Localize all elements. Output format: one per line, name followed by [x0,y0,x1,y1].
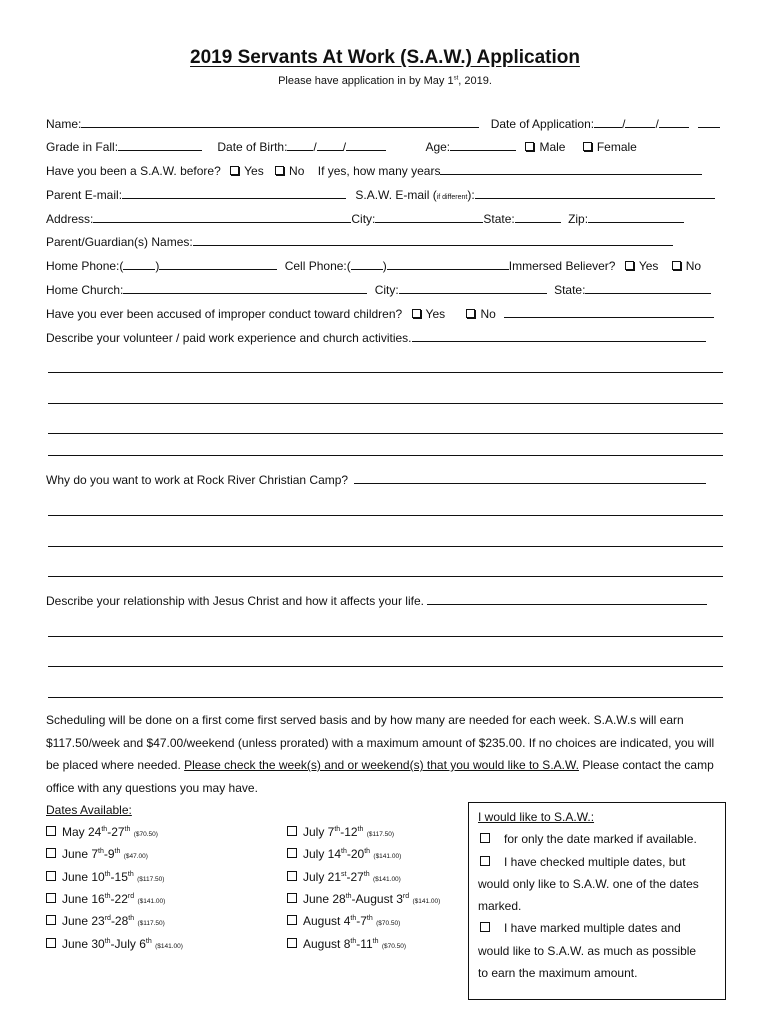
left-date-checkbox[interactable] [46,848,56,858]
application-year-field[interactable] [659,116,689,128]
right-date-3: July 21st-27th ($141.00) [287,870,401,884]
why-field[interactable] [354,472,706,484]
saw-before-no-checkbox[interactable] [275,166,284,175]
date-price: ($70.50) [376,920,401,928]
female-checkbox[interactable] [583,142,592,151]
preference-option-1: for only the date marked if available. [469,828,725,850]
right-date-checkbox[interactable] [287,893,297,903]
date-price: ($70.50) [381,942,407,950]
address-field[interactable] [93,211,351,223]
work-line-1[interactable] [48,372,723,373]
application-day-field[interactable] [625,116,655,128]
left-date-checkbox[interactable] [46,871,56,881]
relationship-field[interactable] [427,593,707,605]
years-field[interactable] [440,163,702,175]
left-date-6: June 30th-July 6th ($141.00) [46,937,183,951]
describe-work-row: Describe your volunteer / paid work experience and church activities. [46,330,706,345]
why-line-1[interactable] [48,515,723,516]
date-price: ($117.50) [366,831,395,838]
right-date-1: July 7th-12th ($117.50) [287,825,394,839]
immersed-yes-checkbox[interactable] [625,261,634,270]
state-field[interactable] [515,211,561,223]
date-price: ($117.50) [137,875,165,883]
date-price: ($117.50) [137,920,165,928]
option-1-checkbox[interactable] [480,833,490,843]
right-date-checkbox[interactable] [287,848,297,858]
grade-row: Grade in Fall: Date of Birth: / / Age: Male Female [46,140,637,154]
preference-option-3: I have marked multiple dates and [469,917,725,939]
address-row: Address: City: State: Zip: [46,211,684,226]
name-row: Name: Date of Application: / / [46,116,720,131]
work-experience-field[interactable] [412,330,706,342]
dates-heading: Dates Available: [46,803,132,817]
date-price: ($141.00) [373,875,401,883]
male-checkbox[interactable] [525,142,534,151]
work-line-2[interactable] [48,403,723,404]
name-field[interactable] [81,116,479,128]
right-date-checkbox[interactable] [287,871,297,881]
left-date-5: June 23rd-28th ($117.50) [46,914,165,928]
date-price: ($141.00) [373,853,402,861]
relationship-row: Describe your relationship with Jesus Christ and how it affects your life. [46,593,707,608]
right-date-checkbox[interactable] [287,938,297,948]
application-month-field[interactable] [594,116,622,128]
home-phone-field[interactable] [159,258,277,270]
why-line-2[interactable] [48,546,723,547]
accused-row: Have you ever been accused of improper conduct toward children? Yes No [46,306,714,321]
left-date-1: May 24th-27th ($70.50) [46,825,158,839]
right-date-checkbox[interactable] [287,915,297,925]
accused-yes-checkbox[interactable] [412,309,421,318]
work-line-4[interactable] [48,455,723,456]
zip-field[interactable] [588,211,684,223]
right-date-2: July 14th-20th ($141.00) [287,847,401,861]
city-field[interactable] [375,211,483,223]
left-date-4: June 16th-22rd ($141.00) [46,892,165,906]
right-date-checkbox[interactable] [287,826,297,836]
dob-day-field[interactable] [317,139,343,151]
church-row: Home Church: City: State: [46,282,711,297]
dob-month-field[interactable] [287,139,313,151]
date-price: ($141.00) [155,942,183,950]
right-date-6: August 8th-11th ($70.50) [287,937,406,951]
cell-phone-field[interactable] [387,258,509,270]
date-price: ($70.50) [133,831,158,838]
left-date-checkbox[interactable] [46,893,56,903]
email-row: Parent E-mail: S.A.W. E-mail (if different): [46,187,715,202]
home-church-field[interactable] [123,282,367,294]
left-date-checkbox[interactable] [46,915,56,925]
saw-before-row: Have you been a S.A.W. before? Yes No If yes, how many years [46,163,702,178]
preference-option-2: I have checked multiple dates, but [469,851,725,873]
date-price: ($47.00) [123,853,148,861]
grade-field[interactable] [118,139,202,151]
church-city-field[interactable] [399,282,547,294]
why-line-3[interactable] [48,576,723,577]
option-2-checkbox[interactable] [480,856,490,866]
scheduling-paragraph: Scheduling will be done on a first come first served basis and by how many are needed for each week. S.A.W.s will earn $117.50/week and $47.00/weekend (unless prorated) with a maximum amount of $235.00. If no choices are indicated, you will be placed where needed. Please check the week(s) and or weekend(s) that you would like to S.A.W. Please contact the camp office with any questions you may have. [46,713,715,795]
relationship-line-1[interactable] [48,636,723,637]
parent-email-field[interactable] [122,187,346,199]
right-date-5: August 4th-7th ($70.50) [287,914,400,928]
right-date-4: June 28th-August 3rd ($141.00) [287,892,440,906]
phone-row: Home Phone:( ) Cell Phone:( ) Immersed Believer? Yes No [46,259,702,273]
preference-heading: I would like to S.A.W.: [478,810,595,824]
home-area-code-field[interactable] [123,258,155,270]
preference-box: I would like to S.A.W.: for only the date marked if available. I have checked multiple dates, but would only like to S.A.W. one of the dates marked. I have marked multiple dates and would like to S.A.W. as much as possible to earn the maximum amount. [468,802,726,1000]
accused-explain-field[interactable] [504,306,714,318]
church-state-field[interactable] [585,282,711,294]
left-date-checkbox[interactable] [46,826,56,836]
date-price: ($141.00) [412,897,441,905]
left-date-3: June 10th-15th ($117.50) [46,870,164,884]
cell-area-code-field[interactable] [351,258,383,270]
dob-year-field[interactable] [346,139,386,151]
work-line-3[interactable] [48,433,723,434]
left-date-checkbox[interactable] [46,938,56,948]
option-3-checkbox[interactable] [480,922,490,932]
accused-no-checkbox[interactable] [466,309,475,318]
age-field[interactable] [450,139,516,151]
immersed-no-checkbox[interactable] [672,261,681,270]
saw-before-yes-checkbox[interactable] [230,166,239,175]
left-date-2: June 7th-9th ($47.00) [46,847,148,861]
saw-email-field[interactable] [475,187,715,199]
why-row: Why do you want to work at Rock River Christian Camp? [46,472,706,487]
page-title: 2019 Servants At Work (S.A.W.) Application [190,47,580,68]
page-subtitle: Please have application in by May 1st, 2019. [278,75,492,87]
guardians-row: Parent/Guardian(s) Names: [46,234,673,249]
date-price: ($141.00) [137,897,166,905]
guardians-field[interactable] [193,234,673,246]
relationship-line-3[interactable] [48,697,723,698]
relationship-line-2[interactable] [48,666,723,667]
